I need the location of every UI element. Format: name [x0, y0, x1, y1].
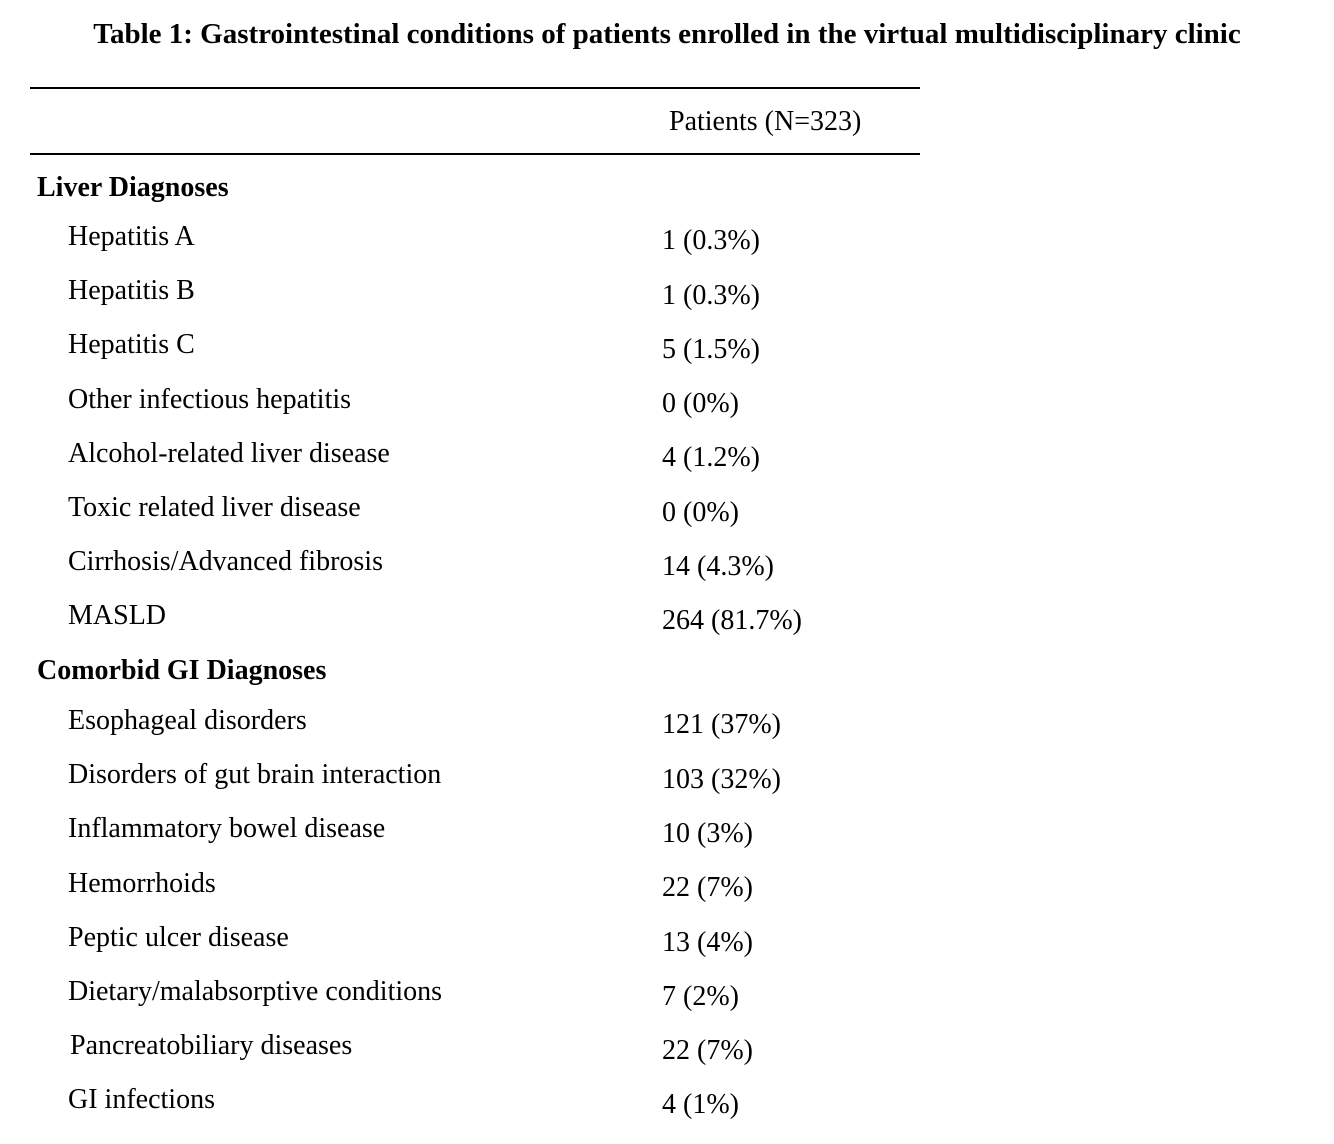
row-label: Dietary/malabsorptive conditions: [68, 976, 443, 1007]
row-value: 14 (4.3%): [662, 551, 774, 582]
row-value: 1 (0.3%): [662, 280, 760, 311]
row-label: Toxic related liver disease: [68, 492, 361, 523]
row-value: 4 (1%): [662, 1089, 739, 1120]
row-value: 264 (81.7%): [662, 605, 802, 636]
row-value: 5 (1.5%): [662, 334, 760, 365]
row-value: 0 (0%): [662, 388, 739, 419]
row-value: 0 (0%): [662, 497, 739, 528]
row-label: Peptic ulcer disease: [68, 922, 289, 953]
row-value: 7 (2%): [662, 981, 739, 1012]
row-label: Disorders of gut brain interaction: [68, 759, 442, 790]
column-header-patients: Patients (N=323): [669, 106, 862, 137]
row-label: Hepatitis B: [68, 275, 195, 306]
row-value: 13 (4%): [662, 927, 753, 958]
row-label: Alcohol-related liver disease: [68, 438, 390, 469]
row-label: MASLD: [68, 600, 167, 631]
table-caption: Table 1: Gastrointestinal conditions of patients enrolled in the virtual multidisciplinary clinic: [93, 18, 1241, 50]
row-label: GI infections: [68, 1084, 215, 1115]
row-label: Pancreatobiliary diseases: [70, 1030, 353, 1061]
row-value: 22 (7%): [662, 1035, 753, 1066]
row-label: Cirrhosis/Advanced fibrosis: [68, 546, 383, 577]
row-value: 103 (32%): [662, 764, 781, 795]
row-value: 22 (7%): [662, 872, 753, 903]
row-label: Hemorrhoids: [68, 868, 216, 899]
section-title-comorbid-gi-diagnoses: Comorbid GI Diagnoses: [37, 655, 327, 686]
row-value: 121 (37%): [662, 709, 781, 740]
row-label: Esophageal disorders: [68, 705, 307, 736]
row-value: 4 (1.2%): [662, 442, 760, 473]
row-value: 1 (0.3%): [662, 225, 760, 256]
row-value: 10 (3%): [662, 818, 753, 849]
table-top-rule: [30, 87, 920, 89]
section-title-liver-diagnoses: Liver Diagnoses: [37, 172, 229, 203]
row-label: Hepatitis C: [68, 329, 195, 360]
row-label: Other infectious hepatitis: [68, 384, 352, 415]
table-header-rule: [30, 153, 920, 155]
row-label: Inflammatory bowel disease: [68, 813, 386, 844]
row-label: Hepatitis A: [68, 221, 195, 252]
